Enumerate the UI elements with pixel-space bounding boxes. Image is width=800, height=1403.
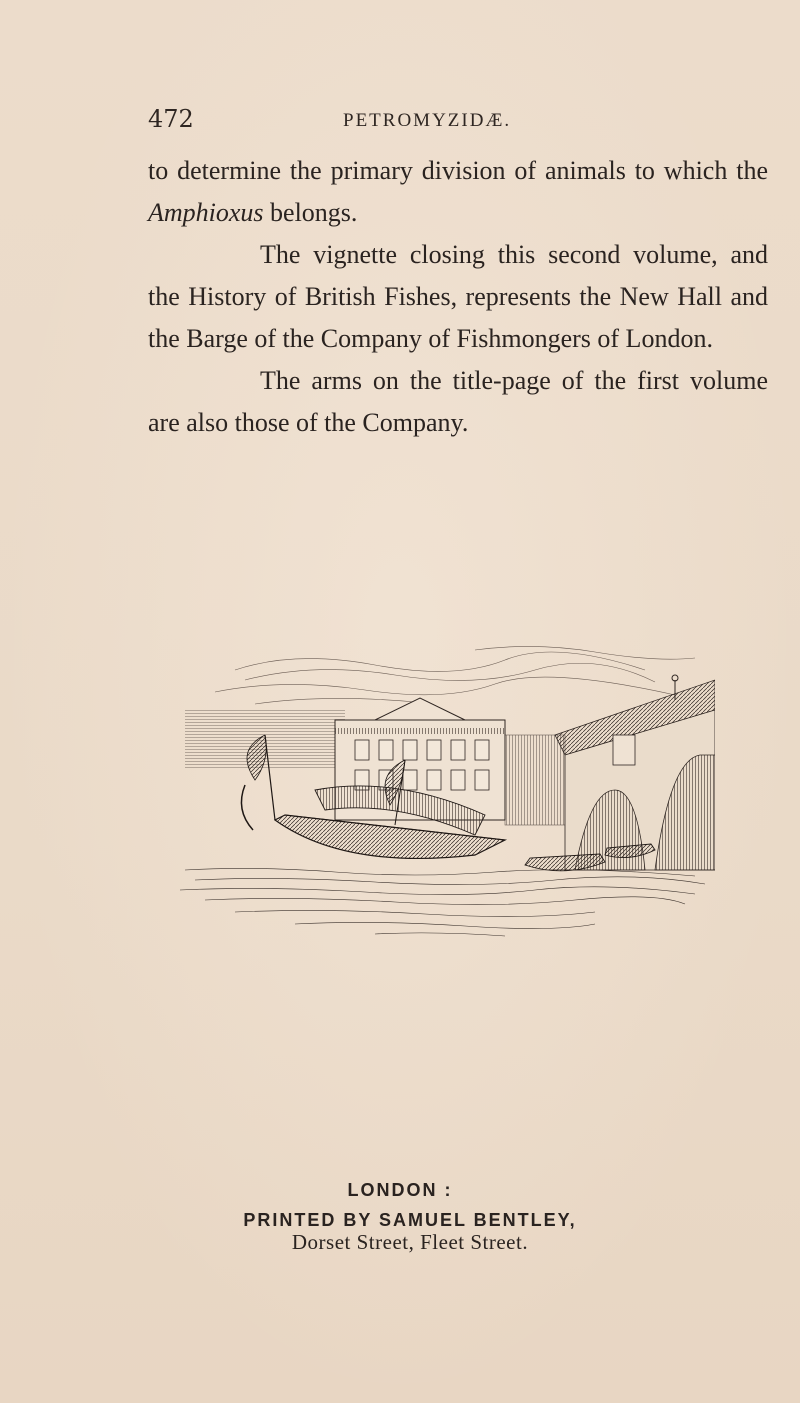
paragraph-1-text-c: belongs. [263, 198, 358, 227]
imprint-city: LONDON : [347, 1180, 453, 1200]
paragraph-1 [148, 150, 768, 234]
river-water [180, 868, 705, 936]
vignette-engraving [175, 640, 715, 940]
paragraph-1-text-a: to determine the primary division of animals to which the [148, 156, 768, 185]
paragraph-3: The arms on the title-page of the first volume are also those of the Company. [148, 366, 768, 437]
sky-clouds [215, 646, 695, 704]
page-header [148, 105, 750, 145]
running-head: PETROMYZIDÆ. [343, 110, 512, 131]
paragraph-1-italic-term: Amphioxus [148, 198, 264, 227]
page-number: 472 [148, 105, 194, 133]
body-text [148, 150, 768, 444]
bridge [555, 675, 715, 870]
paragraph-2: The vignette closing this second volume, and the History of British Fishes, represents the New Hall and the Barge of the Company of Fishmongers of London. [148, 240, 768, 353]
imprint-address: Dorset Street, Fleet Street. [291, 1230, 529, 1254]
imprint-printer: PRINTED BY SAMUEL BENTLEY, [243, 1210, 577, 1230]
